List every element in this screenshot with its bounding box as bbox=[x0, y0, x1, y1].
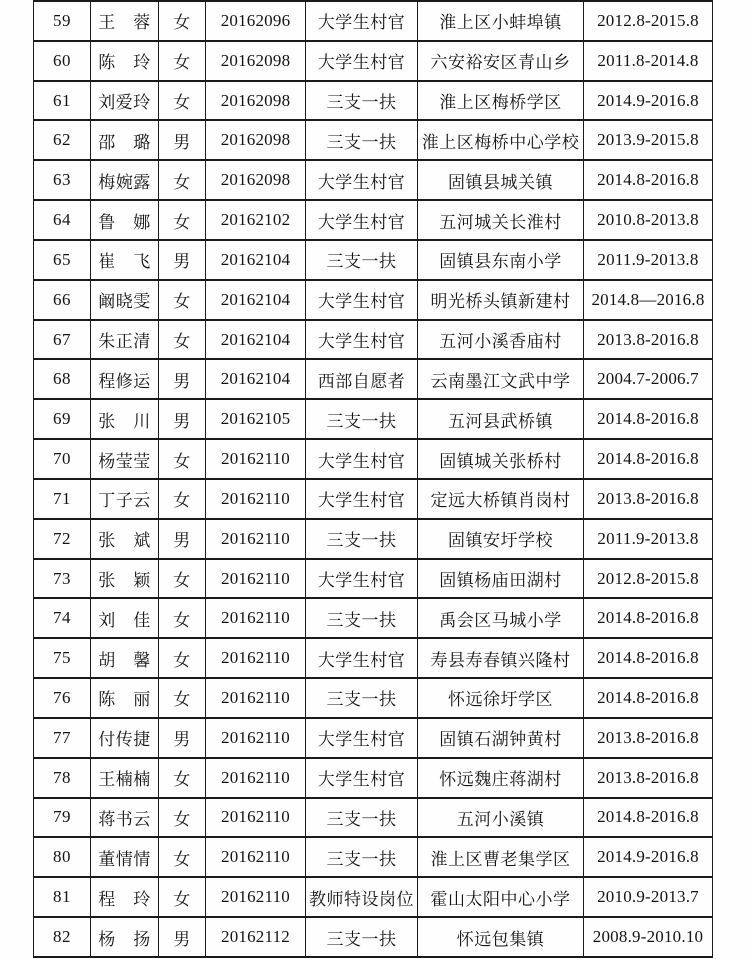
cell-dates: 2014.8-2016.8 bbox=[584, 160, 713, 200]
cell-name: 朱正清 bbox=[91, 320, 159, 360]
cell-category: 大学生村官 bbox=[306, 718, 418, 758]
cell-gender: 女 bbox=[159, 81, 206, 121]
cell-dates: 2014.8-2016.8 bbox=[584, 798, 713, 838]
cell-gender: 女 bbox=[159, 638, 206, 678]
cell-id: 20162098 bbox=[206, 41, 306, 81]
cell-id: 20162096 bbox=[206, 1, 306, 41]
cell-gender: 女 bbox=[159, 160, 206, 200]
cell-category: 三支一扶 bbox=[306, 81, 418, 121]
cell-dates: 2013.8-2016.8 bbox=[584, 718, 713, 758]
cell-serial: 81 bbox=[34, 877, 91, 917]
cell-id: 20162110 bbox=[206, 519, 306, 559]
table-row bbox=[34, 877, 713, 917]
cell-serial: 78 bbox=[34, 758, 91, 798]
cell-location: 六安裕安区青山乡 bbox=[418, 41, 584, 81]
cell-serial: 75 bbox=[34, 638, 91, 678]
cell-name: 杨莹莹 bbox=[91, 439, 159, 479]
cell-category: 三支一扶 bbox=[306, 678, 418, 718]
cell-serial: 80 bbox=[34, 837, 91, 877]
cell-serial: 79 bbox=[34, 798, 91, 838]
cell-location: 淮上区曹老集学区 bbox=[418, 837, 584, 877]
cell-name: 付传捷 bbox=[91, 718, 159, 758]
cell-name: 杨 扬 bbox=[91, 917, 159, 957]
cell-name: 陈 玲 bbox=[91, 41, 159, 81]
cell-location: 固镇县东南小学 bbox=[418, 240, 584, 280]
cell-location: 五河小溪镇 bbox=[418, 798, 584, 838]
cell-serial: 73 bbox=[34, 559, 91, 599]
table-row bbox=[34, 200, 713, 240]
cell-serial: 64 bbox=[34, 200, 91, 240]
table-row bbox=[34, 320, 713, 360]
cell-category: 大学生村官 bbox=[306, 439, 418, 479]
cell-dates: 2014.9-2016.8 bbox=[584, 837, 713, 877]
cell-category: 三支一扶 bbox=[306, 399, 418, 439]
cell-name: 王 蓉 bbox=[91, 1, 159, 41]
cell-name: 崔 飞 bbox=[91, 240, 159, 280]
cell-dates: 2014.8—2016.8 bbox=[584, 280, 713, 320]
cell-dates: 2014.9-2016.8 bbox=[584, 81, 713, 121]
cell-category: 大学生村官 bbox=[306, 200, 418, 240]
cell-name: 鲁 娜 bbox=[91, 200, 159, 240]
personnel-table bbox=[33, 0, 713, 958]
cell-dates: 2012.8-2015.8 bbox=[584, 559, 713, 599]
cell-serial: 59 bbox=[34, 1, 91, 41]
cell-gender: 女 bbox=[159, 439, 206, 479]
cell-name: 程修运 bbox=[91, 359, 159, 399]
cell-location: 固镇县城关镇 bbox=[418, 160, 584, 200]
cell-id: 20162104 bbox=[206, 240, 306, 280]
cell-name: 阚晓雯 bbox=[91, 280, 159, 320]
cell-category: 三支一扶 bbox=[306, 240, 418, 280]
cell-dates: 2011.9-2013.8 bbox=[584, 240, 713, 280]
cell-gender: 女 bbox=[159, 280, 206, 320]
cell-location: 淮上区梅桥学区 bbox=[418, 81, 584, 121]
cell-category: 大学生村官 bbox=[306, 280, 418, 320]
cell-name: 王楠楠 bbox=[91, 758, 159, 798]
cell-id: 20162098 bbox=[206, 81, 306, 121]
cell-name: 陈 丽 bbox=[91, 678, 159, 718]
cell-id: 20162110 bbox=[206, 439, 306, 479]
table-row bbox=[34, 359, 713, 399]
cell-dates: 2011.9-2013.8 bbox=[584, 519, 713, 559]
cell-name: 丁子云 bbox=[91, 479, 159, 519]
cell-id: 20162110 bbox=[206, 479, 306, 519]
cell-location: 怀远徐圩学区 bbox=[418, 678, 584, 718]
cell-dates: 2013.9-2015.8 bbox=[584, 120, 713, 160]
table-row bbox=[34, 240, 713, 280]
table-row bbox=[34, 280, 713, 320]
cell-id: 20162104 bbox=[206, 280, 306, 320]
cell-id: 20162110 bbox=[206, 877, 306, 917]
cell-dates: 2010.9-2013.7 bbox=[584, 877, 713, 917]
cell-location: 五河城关长淮村 bbox=[418, 200, 584, 240]
table-row bbox=[34, 678, 713, 718]
cell-dates: 2014.8-2016.8 bbox=[584, 439, 713, 479]
cell-id: 20162110 bbox=[206, 837, 306, 877]
cell-location: 寿县寿春镇兴隆村 bbox=[418, 638, 584, 678]
cell-serial: 74 bbox=[34, 598, 91, 638]
table-row bbox=[34, 399, 713, 439]
cell-gender: 女 bbox=[159, 1, 206, 41]
cell-category: 大学生村官 bbox=[306, 160, 418, 200]
cell-dates: 2008.9-2010.10 bbox=[584, 917, 713, 957]
cell-gender: 女 bbox=[159, 798, 206, 838]
cell-serial: 61 bbox=[34, 81, 91, 121]
cell-location: 禹会区马城小学 bbox=[418, 598, 584, 638]
cell-id: 20162098 bbox=[206, 120, 306, 160]
cell-dates: 2012.8-2015.8 bbox=[584, 1, 713, 41]
cell-category: 三支一扶 bbox=[306, 120, 418, 160]
cell-id: 20162104 bbox=[206, 359, 306, 399]
cell-category: 三支一扶 bbox=[306, 917, 418, 957]
table-row bbox=[34, 1, 713, 41]
cell-id: 20162110 bbox=[206, 678, 306, 718]
cell-gender: 女 bbox=[159, 200, 206, 240]
cell-dates: 2014.8-2016.8 bbox=[584, 399, 713, 439]
cell-category: 三支一扶 bbox=[306, 798, 418, 838]
cell-dates: 2013.8-2016.8 bbox=[584, 479, 713, 519]
cell-name: 刘 佳 bbox=[91, 598, 159, 638]
cell-category: 大学生村官 bbox=[306, 320, 418, 360]
cell-serial: 77 bbox=[34, 718, 91, 758]
cell-location: 淮上区梅桥中心学校 bbox=[418, 120, 584, 160]
table-row bbox=[34, 81, 713, 121]
table-row bbox=[34, 519, 713, 559]
cell-id: 20162104 bbox=[206, 320, 306, 360]
cell-serial: 70 bbox=[34, 439, 91, 479]
cell-dates: 2014.8-2016.8 bbox=[584, 598, 713, 638]
cell-id: 20162110 bbox=[206, 598, 306, 638]
cell-location: 明光桥头镇新建村 bbox=[418, 280, 584, 320]
cell-serial: 68 bbox=[34, 359, 91, 399]
cell-serial: 67 bbox=[34, 320, 91, 360]
cell-location: 霍山太阳中心小学 bbox=[418, 877, 584, 917]
cell-location: 定远大桥镇肖岗村 bbox=[418, 479, 584, 519]
table-row bbox=[34, 718, 713, 758]
table-row bbox=[34, 439, 713, 479]
cell-id: 20162110 bbox=[206, 559, 306, 599]
table-body bbox=[34, 1, 713, 957]
cell-dates: 2014.8-2016.8 bbox=[584, 638, 713, 678]
cell-serial: 66 bbox=[34, 280, 91, 320]
table-row bbox=[34, 837, 713, 877]
cell-gender: 女 bbox=[159, 678, 206, 718]
cell-id: 20162110 bbox=[206, 758, 306, 798]
table-row bbox=[34, 917, 713, 957]
cell-gender: 男 bbox=[159, 718, 206, 758]
table-row bbox=[34, 120, 713, 160]
cell-id: 20162098 bbox=[206, 160, 306, 200]
cell-serial: 63 bbox=[34, 160, 91, 200]
cell-location: 五河县武桥镇 bbox=[418, 399, 584, 439]
cell-gender: 女 bbox=[159, 479, 206, 519]
cell-dates: 2004.7-2006.7 bbox=[584, 359, 713, 399]
cell-category: 教师特设岗位 bbox=[306, 877, 418, 917]
cell-serial: 71 bbox=[34, 479, 91, 519]
table-row bbox=[34, 598, 713, 638]
cell-location: 固镇杨庙田湖村 bbox=[418, 559, 584, 599]
cell-id: 20162110 bbox=[206, 638, 306, 678]
table-row bbox=[34, 758, 713, 798]
cell-category: 大学生村官 bbox=[306, 41, 418, 81]
cell-serial: 82 bbox=[34, 917, 91, 957]
cell-location: 五河小溪香庙村 bbox=[418, 320, 584, 360]
cell-gender: 女 bbox=[159, 837, 206, 877]
cell-gender: 男 bbox=[159, 359, 206, 399]
cell-gender: 女 bbox=[159, 598, 206, 638]
cell-dates: 2010.8-2013.8 bbox=[584, 200, 713, 240]
cell-name: 刘爱玲 bbox=[91, 81, 159, 121]
table-row bbox=[34, 798, 713, 838]
cell-gender: 男 bbox=[159, 399, 206, 439]
cell-serial: 72 bbox=[34, 519, 91, 559]
cell-gender: 男 bbox=[159, 240, 206, 280]
cell-dates: 2013.8-2016.8 bbox=[584, 758, 713, 798]
cell-id: 20162112 bbox=[206, 917, 306, 957]
table-row bbox=[34, 479, 713, 519]
cell-dates: 2011.8-2014.8 bbox=[584, 41, 713, 81]
cell-name: 梅婉露 bbox=[91, 160, 159, 200]
cell-category: 大学生村官 bbox=[306, 559, 418, 599]
cell-dates: 2013.8-2016.8 bbox=[584, 320, 713, 360]
cell-name: 程 玲 bbox=[91, 877, 159, 917]
cell-category: 大学生村官 bbox=[306, 758, 418, 798]
cell-location: 淮上区小蚌埠镇 bbox=[418, 1, 584, 41]
cell-category: 大学生村官 bbox=[306, 638, 418, 678]
cell-id: 20162105 bbox=[206, 399, 306, 439]
cell-gender: 女 bbox=[159, 559, 206, 599]
cell-location: 怀远包集镇 bbox=[418, 917, 584, 957]
cell-gender: 男 bbox=[159, 120, 206, 160]
cell-name: 蒋书云 bbox=[91, 798, 159, 838]
cell-gender: 女 bbox=[159, 41, 206, 81]
cell-name: 张 颖 bbox=[91, 559, 159, 599]
cell-serial: 65 bbox=[34, 240, 91, 280]
table-row bbox=[34, 160, 713, 200]
cell-location: 云南墨江文武中学 bbox=[418, 359, 584, 399]
cell-category: 西部自愿者 bbox=[306, 359, 418, 399]
cell-serial: 76 bbox=[34, 678, 91, 718]
table-row bbox=[34, 559, 713, 599]
cell-category: 三支一扶 bbox=[306, 598, 418, 638]
cell-category: 大学生村官 bbox=[306, 479, 418, 519]
cell-location: 固镇石湖钟黄村 bbox=[418, 718, 584, 758]
table-row bbox=[34, 41, 713, 81]
cell-gender: 女 bbox=[159, 320, 206, 360]
cell-dates: 2014.8-2016.8 bbox=[584, 678, 713, 718]
cell-category: 三支一扶 bbox=[306, 837, 418, 877]
cell-serial: 60 bbox=[34, 41, 91, 81]
cell-gender: 男 bbox=[159, 917, 206, 957]
cell-serial: 69 bbox=[34, 399, 91, 439]
cell-gender: 男 bbox=[159, 519, 206, 559]
cell-id: 20162110 bbox=[206, 798, 306, 838]
cell-name: 董情情 bbox=[91, 837, 159, 877]
cell-category: 大学生村官 bbox=[306, 1, 418, 41]
cell-id: 20162110 bbox=[206, 718, 306, 758]
cell-name: 张 斌 bbox=[91, 519, 159, 559]
cell-name: 胡 馨 bbox=[91, 638, 159, 678]
cell-name: 邵 璐 bbox=[91, 120, 159, 160]
cell-location: 固镇城关张桥村 bbox=[418, 439, 584, 479]
cell-serial: 62 bbox=[34, 120, 91, 160]
cell-gender: 女 bbox=[159, 758, 206, 798]
cell-location: 怀远魏庄蒋湖村 bbox=[418, 758, 584, 798]
cell-gender: 女 bbox=[159, 877, 206, 917]
cell-location: 固镇安圩学校 bbox=[418, 519, 584, 559]
table-row bbox=[34, 638, 713, 678]
cell-id: 20162102 bbox=[206, 200, 306, 240]
cell-category: 三支一扶 bbox=[306, 519, 418, 559]
cell-name: 张 川 bbox=[91, 399, 159, 439]
